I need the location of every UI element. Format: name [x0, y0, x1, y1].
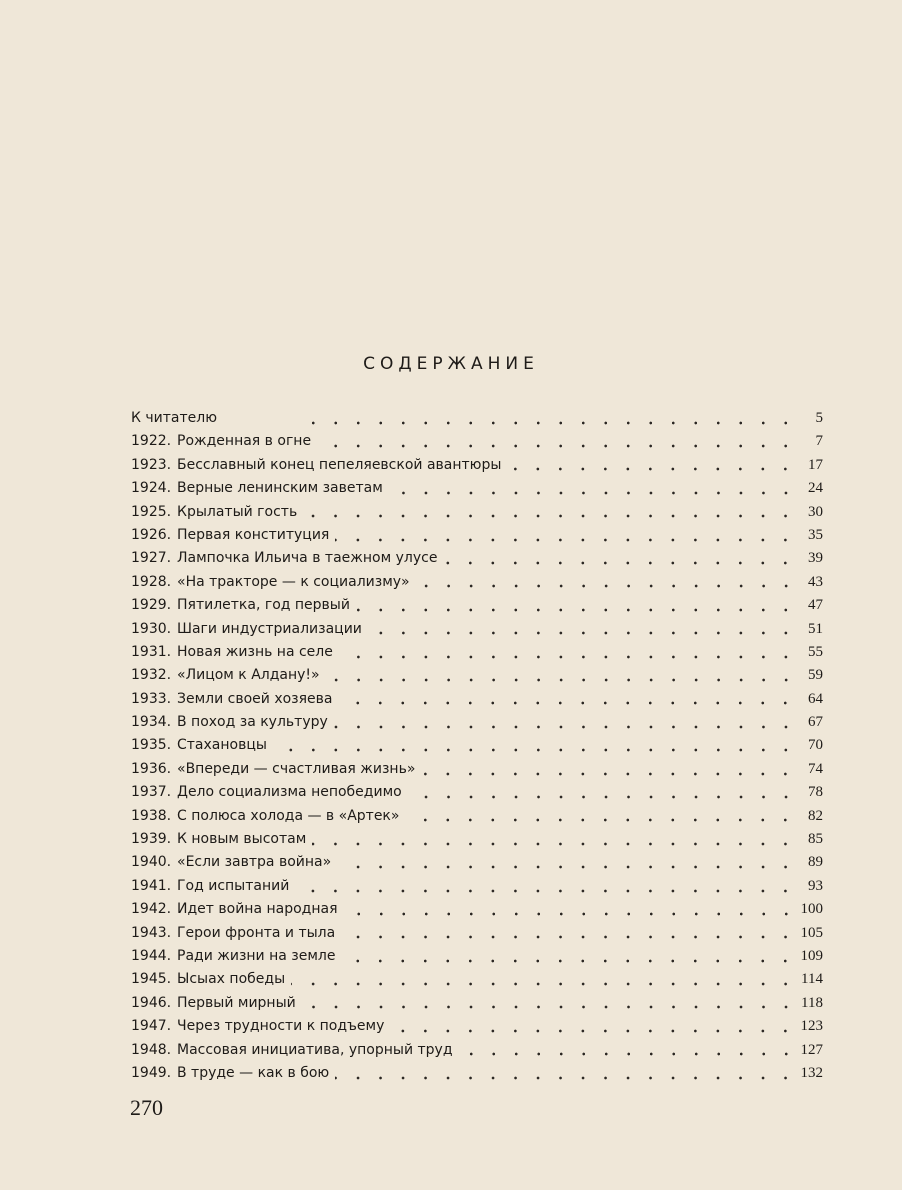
toc-entry — [131, 641, 823, 664]
toc-title: Крылатый гость — [177, 503, 298, 520]
toc-entry — [131, 828, 823, 851]
toc-title: Лампочка Ильича в таежном улусе — [177, 550, 438, 567]
toc-entry — [131, 781, 823, 804]
toc-entry — [131, 571, 823, 594]
toc-entry — [131, 898, 823, 921]
toc-entry — [131, 875, 823, 898]
dot-leader — [312, 842, 797, 846]
toc-entry — [131, 501, 823, 524]
toc-entry — [131, 407, 823, 430]
toc-title: К читателю — [131, 410, 217, 426]
toc-page-number: 43 — [808, 573, 823, 590]
toc-entry — [131, 477, 823, 500]
dot-leader — [326, 678, 797, 682]
toc-title: «Если завтра война» — [177, 854, 332, 871]
toc-page-number: 30 — [808, 503, 823, 520]
toc-entry — [131, 945, 823, 968]
toc-title: В труде — как в бою — [177, 1064, 330, 1081]
toc-title: Первая конституция — [177, 526, 330, 543]
dot-leader — [302, 1005, 797, 1009]
page-number: 270 — [130, 1095, 163, 1120]
toc-title: С полюса холода — в «Артек» — [177, 807, 400, 824]
toc-page-number: 93 — [808, 877, 823, 894]
toc-year: 1947. — [131, 1018, 172, 1035]
dot-leader — [341, 935, 797, 939]
dot-leader — [337, 865, 797, 869]
toc-year: 1933. — [131, 690, 172, 707]
toc-title: Герои фронта и тыла — [177, 924, 336, 941]
dot-leader — [341, 959, 797, 963]
toc-title: Верные ленинским заветам — [177, 480, 383, 497]
toc-title: Земли своей хозяева — [177, 690, 333, 707]
toc-entry — [131, 524, 823, 547]
toc-entry — [131, 430, 823, 453]
toc-page-number: 78 — [808, 784, 823, 801]
dot-leader — [335, 1076, 797, 1080]
dot-leader — [338, 701, 797, 705]
dot-leader — [356, 608, 797, 612]
toc-page-number: 67 — [808, 714, 823, 731]
table-of-contents — [131, 407, 823, 1085]
toc-entry — [131, 805, 823, 828]
toc-page-number: 24 — [808, 480, 823, 497]
toc-title: Идет война народная — [177, 901, 338, 918]
dot-leader — [273, 748, 797, 752]
toc-entry — [131, 618, 823, 641]
toc-title: Стахановцы — [177, 737, 267, 754]
dot-leader — [339, 655, 797, 659]
dot-leader — [459, 1052, 797, 1056]
toc-entry — [131, 992, 823, 1015]
toc-page-number: 39 — [808, 550, 823, 567]
toc-year: 1930. — [131, 620, 172, 637]
toc-title: Дело социализма непобедимо — [177, 784, 402, 801]
toc-year: 1936. — [131, 760, 172, 777]
toc-title: Шаги индустриализации — [177, 620, 362, 637]
toc-entry — [131, 1039, 823, 1062]
toc-year: 1927. — [131, 550, 172, 567]
toc-entry — [131, 594, 823, 617]
toc-title: Год испытаний — [177, 877, 290, 894]
dot-leader — [443, 561, 797, 565]
dot-leader — [405, 818, 797, 822]
dot-leader — [507, 467, 797, 471]
toc-title: Пятилетка, год первый — [177, 597, 350, 614]
toc-title: Массовая инициатива, упорный труд — [177, 1041, 453, 1058]
toc-page-number: 82 — [808, 807, 823, 824]
toc-page-number: 35 — [808, 526, 823, 543]
toc-title: К новым высотам — [177, 831, 307, 848]
dot-leader — [303, 514, 797, 518]
toc-entry — [131, 968, 823, 991]
toc-year: 1934. — [131, 714, 172, 731]
toc-title: Первый мирный — [177, 994, 296, 1011]
toc-entry — [131, 688, 823, 711]
toc-year: 1938. — [131, 807, 172, 824]
toc-page-number: 89 — [808, 854, 823, 871]
dot-leader — [416, 584, 797, 588]
dot-leader — [334, 725, 797, 729]
dot-leader — [389, 491, 797, 495]
toc-year: 1929. — [131, 597, 172, 614]
toc-title: Бесславный конец пепеляевской авантюры — [177, 456, 502, 473]
toc-page-number: 105 — [800, 924, 823, 941]
toc-year: 1937. — [131, 784, 172, 801]
toc-page-number: 5 — [815, 410, 823, 426]
toc-page-number: 114 — [801, 971, 823, 988]
toc-page-number: 70 — [808, 737, 823, 754]
toc-page-number: 123 — [800, 1018, 823, 1035]
toc-entry — [131, 454, 823, 477]
toc-year: 1939. — [131, 831, 172, 848]
toc-page-number: 64 — [808, 690, 823, 707]
toc-page-number: 109 — [800, 947, 823, 964]
toc-page-number: 17 — [808, 456, 823, 473]
toc-page-number: 85 — [808, 831, 823, 848]
toc-year: 1928. — [131, 573, 172, 590]
page-title: СОДЕРЖАНИЕ — [363, 354, 539, 375]
dot-leader — [317, 444, 797, 448]
toc-title: Ысыах победы — [177, 971, 286, 988]
toc-year: 1942. — [131, 901, 172, 918]
toc-title: Новая жизнь на селе — [177, 643, 333, 660]
toc-page-number: 132 — [800, 1064, 823, 1081]
toc-entry — [131, 851, 823, 874]
toc-page-number: 59 — [808, 667, 823, 684]
toc-page-number: 51 — [808, 620, 823, 637]
toc-title: В поход за культуру — [177, 714, 328, 731]
toc-title: «На тракторе — к социализму» — [177, 573, 410, 590]
toc-year: 1925. — [131, 503, 172, 520]
dot-leader — [421, 772, 797, 776]
dot-leader — [291, 982, 797, 986]
dot-leader — [335, 538, 797, 542]
toc-year: 1924. — [131, 480, 172, 497]
toc-title: Рожденная в огне — [177, 433, 312, 450]
toc-page-number: 55 — [808, 643, 823, 660]
toc-page-number: 47 — [808, 597, 823, 614]
toc-year: 1943. — [131, 924, 172, 941]
toc-entry — [131, 758, 823, 781]
dot-leader — [297, 421, 797, 425]
toc-year: 1946. — [131, 994, 172, 1011]
toc-page-number: 118 — [801, 994, 823, 1011]
toc-page-number: 74 — [808, 760, 823, 777]
toc-title: Ради жизни на земле — [177, 947, 336, 964]
toc-entry — [131, 711, 823, 734]
toc-page-number: 7 — [815, 433, 823, 450]
toc-entry — [131, 664, 823, 687]
toc-year: 1945. — [131, 971, 172, 988]
toc-year: 1926. — [131, 526, 172, 543]
dot-leader — [368, 631, 797, 635]
toc-year: 1922. — [131, 433, 172, 450]
dot-leader — [344, 912, 798, 916]
dot-leader — [390, 1029, 797, 1033]
toc-year: 1949. — [131, 1064, 172, 1081]
toc-year: 1932. — [131, 667, 172, 684]
toc-entry — [131, 547, 823, 570]
toc-entry — [131, 734, 823, 757]
dot-leader — [295, 889, 797, 893]
toc-title: Через трудности к подъему — [177, 1018, 385, 1035]
toc-title: «Лицом к Алдану!» — [177, 667, 320, 684]
dot-leader — [408, 795, 797, 799]
toc-year: 1944. — [131, 947, 172, 964]
toc-page-number: 100 — [800, 901, 823, 918]
toc-year: 1941. — [131, 877, 172, 894]
toc-year: 1948. — [131, 1041, 172, 1058]
toc-year: 1940. — [131, 854, 172, 871]
toc-entry — [131, 922, 823, 945]
toc-year: 1931. — [131, 643, 172, 660]
toc-page-number: 127 — [800, 1041, 823, 1058]
toc-year: 1935. — [131, 737, 172, 754]
toc-entry — [131, 1015, 823, 1038]
toc-title: «Впереди — счастливая жизнь» — [177, 760, 416, 777]
toc-entry — [131, 1062, 823, 1085]
toc-year: 1923. — [131, 456, 172, 473]
